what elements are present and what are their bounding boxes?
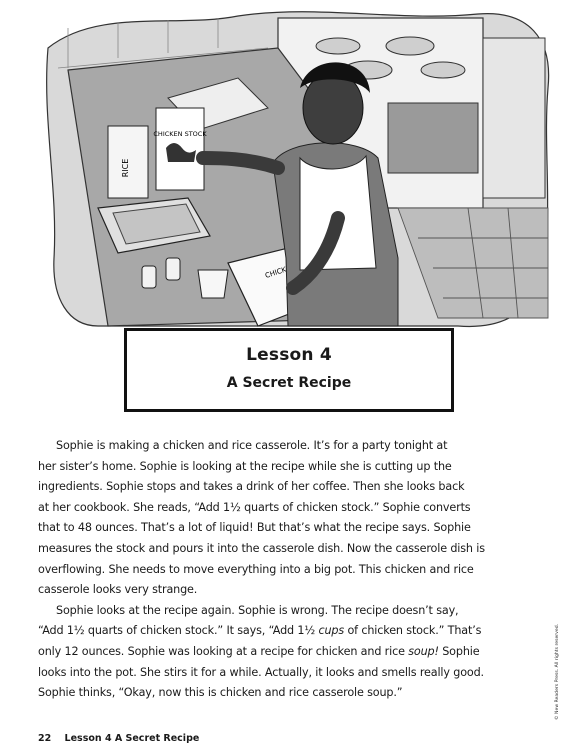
story-text	[38, 436, 538, 704]
story-line: Sophie is making a chicken and rice casserole. It’s for a party tonight at	[56, 439, 448, 452]
cookbook-text: CHICKEN	[264, 262, 297, 280]
lesson-subtitle: A Secret Recipe	[226, 375, 352, 391]
story-line: overflowing. She needs to move everything into a big pot. This chicken and rice	[38, 562, 474, 576]
lesson-title-box	[124, 328, 454, 412]
story-line: Sophie looks at the recipe again. Sophie is wrong. The recipe doesn’t say,	[56, 603, 459, 617]
story-line: ingredients. Sophie stops and takes a drink of her coffee. Then she looks back	[38, 480, 465, 494]
story-line: looks into the pot. She stirs it for a while. Actually, it looks and smells really good.	[38, 665, 484, 679]
emphasis-soup: soup!	[408, 644, 439, 658]
story-line: that to 48 ounces. That’s a lot of liquid! But that’s what the recipe says. Sophie	[38, 521, 471, 535]
page-number: 22	[38, 733, 52, 744]
copyright-notice: © New Readers Press. All rights reserved.	[555, 623, 560, 720]
stock-box-label: CHICKEN STOCK	[153, 130, 207, 138]
story-line: of chicken stock.” That’s	[344, 624, 482, 638]
lesson-title: Lesson 4	[246, 345, 332, 365]
story-line: “Add 1½ quarts of chicken stock.” It says, “Add 1½	[38, 624, 319, 638]
story-line: Sophie	[438, 644, 480, 658]
story-line: only 12 ounces. Sophie was looking at a recipe for chicken and rice	[38, 644, 409, 658]
story-paragraph-1	[38, 436, 538, 601]
running-title: Lesson 4 A Secret Recipe	[64, 733, 200, 744]
rice-box-label: RICE	[121, 158, 130, 178]
story-line: at her cookbook. She reads, “Add 1½ quarts of chicken stock.” Sophie converts	[38, 500, 471, 514]
story-line: Sophie thinks, “Okay, now this is chicken and rice casserole soup.”	[38, 686, 403, 700]
emphasis-cups: cups	[318, 624, 345, 638]
story-line: measures the stock and pours it into the casserole dish. Now the casserole dish is	[38, 541, 485, 555]
page-footer	[38, 733, 199, 744]
story-line: her sister’s home. Sophie is looking at the recipe while she is cutting up the	[38, 459, 452, 473]
story-line: casserole looks very strange.	[38, 583, 198, 597]
kitchen-illustration	[38, 8, 558, 338]
story-paragraph-2	[38, 601, 538, 704]
